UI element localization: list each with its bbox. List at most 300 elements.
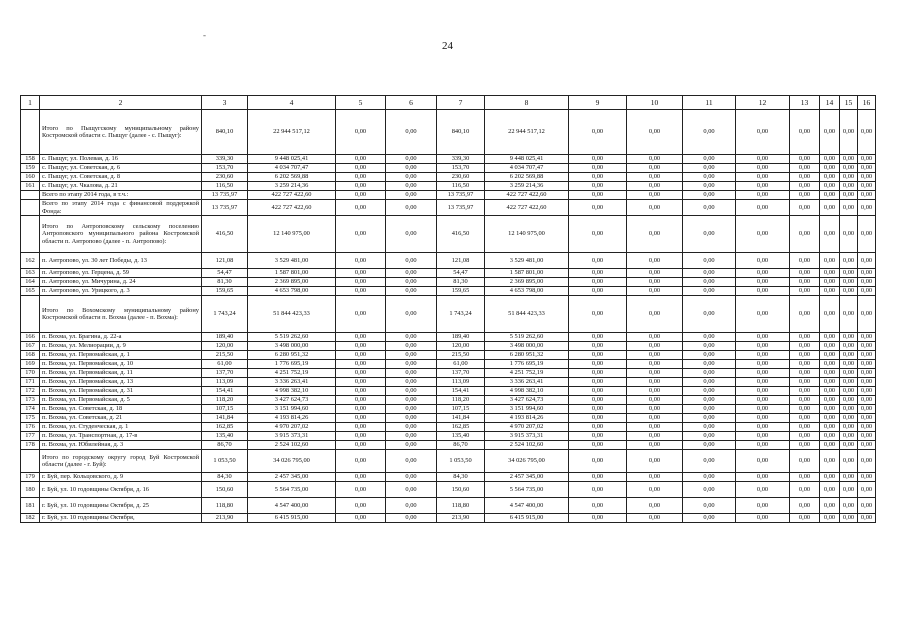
value-cell-c14: 0,00 — [820, 498, 840, 514]
value-cell-c15: 0,00 — [840, 405, 858, 414]
value-cell-c12: 0,00 — [736, 287, 790, 296]
value-cell-c10: 0,00 — [627, 278, 683, 287]
value-cell-c12: 0,00 — [736, 441, 790, 450]
value-cell-c16: 0,00 — [858, 423, 876, 432]
value-cell-c11: 0,00 — [683, 182, 736, 191]
value-cell-c8: 5 564 735,00 — [485, 482, 569, 498]
value-cell-c8: 3 151 994,60 — [485, 405, 569, 414]
value-cell-c6: 0,00 — [386, 441, 437, 450]
value-cell-c5: 0,00 — [336, 360, 386, 369]
value-cell-c11: 0,00 — [683, 473, 736, 482]
value-cell-c9: 0,00 — [569, 296, 627, 333]
value-cell-c8: 4 193 814,26 — [485, 414, 569, 423]
value-cell-c13: 0,00 — [790, 269, 820, 278]
value-cell-c4: 3 336 263,41 — [248, 378, 336, 387]
value-cell-c7: 116,50 — [437, 182, 485, 191]
address-cell: с. Пыщуг, ул. Полевая, д. 16 — [40, 155, 202, 164]
value-cell-c12: 0,00 — [736, 333, 790, 342]
value-cell-c6: 0,00 — [386, 200, 437, 216]
column-header: 5 — [336, 96, 386, 110]
value-cell-c11: 0,00 — [683, 333, 736, 342]
value-cell-c5: 0,00 — [336, 173, 386, 182]
row-number — [21, 200, 40, 216]
table-row — [21, 414, 876, 423]
row-number: 167 — [21, 342, 40, 351]
row-number: 169 — [21, 360, 40, 369]
value-cell-c5: 0,00 — [336, 333, 386, 342]
value-cell-c7: 189,40 — [437, 333, 485, 342]
table-row — [21, 441, 876, 450]
value-cell-c8: 3 529 481,00 — [485, 253, 569, 269]
table-row — [21, 182, 876, 191]
value-cell-c4: 3 427 624,73 — [248, 396, 336, 405]
address-cell: Итого по Вохомскому муниципальному району Костромской области п. Вохма (далее - п. Вохма): — [40, 296, 202, 333]
value-cell-c16: 0,00 — [858, 405, 876, 414]
row-number — [21, 191, 40, 200]
value-cell-c8: 5 519 262,60 — [485, 333, 569, 342]
value-cell-c13: 0,00 — [790, 253, 820, 269]
value-cell-c14: 0,00 — [820, 173, 840, 182]
value-cell-c7: 141,84 — [437, 414, 485, 423]
value-cell-c5: 0,00 — [336, 441, 386, 450]
value-cell-c5: 0,00 — [336, 482, 386, 498]
table-row — [21, 269, 876, 278]
value-cell-c3: 81,30 — [202, 278, 248, 287]
value-cell-c10: 0,00 — [627, 110, 683, 155]
value-cell-c7: 840,10 — [437, 110, 485, 155]
value-cell-c5: 0,00 — [336, 369, 386, 378]
address-cell: п. Антропово, ул. 30 лет Победы, д. 13 — [40, 253, 202, 269]
value-cell-c10: 0,00 — [627, 473, 683, 482]
value-cell-c8: 422 727 422,60 — [485, 191, 569, 200]
value-cell-c3: 154,41 — [202, 387, 248, 396]
row-number: 176 — [21, 423, 40, 432]
value-cell-c5: 0,00 — [336, 514, 386, 523]
value-cell-c16: 0,00 — [858, 269, 876, 278]
value-cell-c7: 135,40 — [437, 432, 485, 441]
value-cell-c6: 0,00 — [386, 450, 437, 473]
value-cell-c6: 0,00 — [386, 287, 437, 296]
value-cell-c12: 0,00 — [736, 360, 790, 369]
value-cell-c6: 0,00 — [386, 164, 437, 173]
value-cell-c16: 0,00 — [858, 155, 876, 164]
value-cell-c15: 0,00 — [840, 369, 858, 378]
value-cell-c16: 0,00 — [858, 342, 876, 351]
value-cell-c5: 0,00 — [336, 164, 386, 173]
value-cell-c16: 0,00 — [858, 333, 876, 342]
value-cell-c14: 0,00 — [820, 369, 840, 378]
value-cell-c4: 9 448 025,41 — [248, 155, 336, 164]
value-cell-c9: 0,00 — [569, 514, 627, 523]
value-cell-c6: 0,00 — [386, 269, 437, 278]
value-cell-c12: 0,00 — [736, 414, 790, 423]
value-cell-c9: 0,00 — [569, 414, 627, 423]
value-cell-c6: 0,00 — [386, 482, 437, 498]
value-cell-c16: 0,00 — [858, 182, 876, 191]
value-cell-c14: 0,00 — [820, 191, 840, 200]
value-cell-c15: 0,00 — [840, 200, 858, 216]
value-cell-c9: 0,00 — [569, 110, 627, 155]
value-cell-c10: 0,00 — [627, 253, 683, 269]
value-cell-c12: 0,00 — [736, 191, 790, 200]
value-cell-c14: 0,00 — [820, 360, 840, 369]
value-cell-c5: 0,00 — [336, 216, 386, 253]
value-cell-c15: 0,00 — [840, 482, 858, 498]
value-cell-c9: 0,00 — [569, 450, 627, 473]
value-cell-c14: 0,00 — [820, 296, 840, 333]
value-cell-c4: 422 727 422,60 — [248, 191, 336, 200]
value-cell-c14: 0,00 — [820, 164, 840, 173]
row-number: 179 — [21, 473, 40, 482]
row-number: 161 — [21, 182, 40, 191]
stray-mark: - — [203, 30, 206, 40]
value-cell-c5: 0,00 — [336, 342, 386, 351]
page-number: 24 — [442, 40, 453, 52]
table-row — [21, 514, 876, 523]
value-cell-c3: 84,30 — [202, 473, 248, 482]
value-cell-c14: 0,00 — [820, 278, 840, 287]
value-cell-c13: 0,00 — [790, 351, 820, 360]
value-cell-c13: 0,00 — [790, 360, 820, 369]
value-cell-c6: 0,00 — [386, 173, 437, 182]
column-header: 12 — [736, 96, 790, 110]
address-cell: Всего по этапу 2014 года, в т.ч.: — [40, 191, 202, 200]
value-cell-c10: 0,00 — [627, 387, 683, 396]
value-cell-c11: 0,00 — [683, 200, 736, 216]
value-cell-c12: 0,00 — [736, 155, 790, 164]
value-cell-c9: 0,00 — [569, 369, 627, 378]
value-cell-c13: 0,00 — [790, 441, 820, 450]
value-cell-c9: 0,00 — [569, 287, 627, 296]
value-cell-c5: 0,00 — [336, 378, 386, 387]
value-cell-c11: 0,00 — [683, 164, 736, 173]
value-cell-c6: 0,00 — [386, 378, 437, 387]
table-row — [21, 432, 876, 441]
value-cell-c13: 0,00 — [790, 473, 820, 482]
table-row — [21, 378, 876, 387]
value-cell-c11: 0,00 — [683, 498, 736, 514]
address-cell: п. Антропово, ул. Мичурина, д. 24 — [40, 278, 202, 287]
row-number: 164 — [21, 278, 40, 287]
value-cell-c11: 0,00 — [683, 287, 736, 296]
value-cell-c6: 0,00 — [386, 498, 437, 514]
value-cell-c5: 0,00 — [336, 155, 386, 164]
value-cell-c13: 0,00 — [790, 482, 820, 498]
address-cell: п. Антропово, ул. Герцена, д. 59 — [40, 269, 202, 278]
row-number: 168 — [21, 351, 40, 360]
value-cell-c11: 0,00 — [683, 253, 736, 269]
value-cell-c13: 0,00 — [790, 342, 820, 351]
value-cell-c15: 0,00 — [840, 191, 858, 200]
value-cell-c16: 0,00 — [858, 369, 876, 378]
value-cell-c6: 0,00 — [386, 351, 437, 360]
value-cell-c3: 162,85 — [202, 423, 248, 432]
row-number: 162 — [21, 253, 40, 269]
value-cell-c7: 13 735,97 — [437, 200, 485, 216]
value-cell-c11: 0,00 — [683, 360, 736, 369]
row-number: 166 — [21, 333, 40, 342]
value-cell-c11: 0,00 — [683, 514, 736, 523]
value-cell-c13: 0,00 — [790, 369, 820, 378]
value-cell-c16: 0,00 — [858, 351, 876, 360]
row-number: 160 — [21, 173, 40, 182]
value-cell-c8: 12 140 975,00 — [485, 216, 569, 253]
value-cell-c7: 213,90 — [437, 514, 485, 523]
value-cell-c10: 0,00 — [627, 423, 683, 432]
value-cell-c5: 0,00 — [336, 253, 386, 269]
value-cell-c15: 0,00 — [840, 387, 858, 396]
row-number: 182 — [21, 514, 40, 523]
value-cell-c15: 0,00 — [840, 396, 858, 405]
value-cell-c10: 0,00 — [627, 360, 683, 369]
row-number: 180 — [21, 482, 40, 498]
value-cell-c5: 0,00 — [336, 287, 386, 296]
value-cell-c6: 0,00 — [386, 405, 437, 414]
value-cell-c13: 0,00 — [790, 414, 820, 423]
address-cell: п. Вохма, ул. Первомайская, д. 10 — [40, 360, 202, 369]
value-cell-c9: 0,00 — [569, 396, 627, 405]
value-cell-c3: 339,30 — [202, 155, 248, 164]
row-number — [21, 450, 40, 473]
value-cell-c9: 0,00 — [569, 164, 627, 173]
value-cell-c12: 0,00 — [736, 216, 790, 253]
value-cell-c15: 0,00 — [840, 278, 858, 287]
value-cell-c3: 153,70 — [202, 164, 248, 173]
value-cell-c4: 5 519 262,60 — [248, 333, 336, 342]
row-number: 177 — [21, 432, 40, 441]
table-row — [21, 253, 876, 269]
value-cell-c8: 34 026 795,00 — [485, 450, 569, 473]
column-header: 13 — [790, 96, 820, 110]
value-cell-c3: 13 735,97 — [202, 200, 248, 216]
value-cell-c10: 0,00 — [627, 216, 683, 253]
value-cell-c9: 0,00 — [569, 432, 627, 441]
value-cell-c11: 0,00 — [683, 450, 736, 473]
value-cell-c9: 0,00 — [569, 182, 627, 191]
value-cell-c13: 0,00 — [790, 200, 820, 216]
column-header: 16 — [858, 96, 876, 110]
value-cell-c14: 0,00 — [820, 441, 840, 450]
value-cell-c3: 1 743,24 — [202, 296, 248, 333]
table-header-row — [21, 96, 876, 110]
value-cell-c4: 4 251 752,19 — [248, 369, 336, 378]
value-cell-c7: 84,30 — [437, 473, 485, 482]
value-cell-c8: 3 336 263,41 — [485, 378, 569, 387]
address-cell: г. Буй, ул. 10 годовщины Октября, д. 16 — [40, 482, 202, 498]
value-cell-c11: 0,00 — [683, 351, 736, 360]
address-cell: Итого по городскому округу город Буй Костромской области (далее - г. Буй): — [40, 450, 202, 473]
value-cell-c15: 0,00 — [840, 432, 858, 441]
value-cell-c11: 0,00 — [683, 296, 736, 333]
value-cell-c15: 0,00 — [840, 473, 858, 482]
value-cell-c8: 3 259 214,36 — [485, 182, 569, 191]
value-cell-c5: 0,00 — [336, 432, 386, 441]
table-row — [21, 423, 876, 432]
value-cell-c12: 0,00 — [736, 269, 790, 278]
table-row — [21, 360, 876, 369]
value-cell-c7: 61,00 — [437, 360, 485, 369]
value-cell-c12: 0,00 — [736, 173, 790, 182]
value-cell-c14: 0,00 — [820, 333, 840, 342]
address-cell: п. Вохма, ул. Транспортная, д. 17-в — [40, 432, 202, 441]
value-cell-c10: 0,00 — [627, 269, 683, 278]
value-cell-c12: 0,00 — [736, 423, 790, 432]
value-cell-c16: 0,00 — [858, 200, 876, 216]
value-cell-c16: 0,00 — [858, 498, 876, 514]
value-cell-c7: 1 053,50 — [437, 450, 485, 473]
value-cell-c3: 107,15 — [202, 405, 248, 414]
value-cell-c9: 0,00 — [569, 387, 627, 396]
value-cell-c8: 1 776 695,19 — [485, 360, 569, 369]
value-cell-c14: 0,00 — [820, 450, 840, 473]
value-cell-c11: 0,00 — [683, 269, 736, 278]
value-cell-c5: 0,00 — [336, 110, 386, 155]
value-cell-c6: 0,00 — [386, 155, 437, 164]
value-cell-c5: 0,00 — [336, 414, 386, 423]
value-cell-c14: 0,00 — [820, 387, 840, 396]
value-cell-c6: 0,00 — [386, 514, 437, 523]
value-cell-c15: 0,00 — [840, 173, 858, 182]
value-cell-c15: 0,00 — [840, 378, 858, 387]
value-cell-c16: 0,00 — [858, 296, 876, 333]
value-cell-c14: 0,00 — [820, 514, 840, 523]
value-cell-c9: 0,00 — [569, 378, 627, 387]
value-cell-c11: 0,00 — [683, 369, 736, 378]
address-cell: Итого по Антроповскому сельскому поселению Антроповского муниципального района Костромской области п. Антропово (далее - п. Антропово): — [40, 216, 202, 253]
value-cell-c5: 0,00 — [336, 473, 386, 482]
value-cell-c5: 0,00 — [336, 278, 386, 287]
value-cell-c4: 3 151 994,60 — [248, 405, 336, 414]
value-cell-c16: 0,00 — [858, 482, 876, 498]
value-cell-c3: 230,60 — [202, 173, 248, 182]
table-row — [21, 351, 876, 360]
value-cell-c7: 339,30 — [437, 155, 485, 164]
value-cell-c8: 422 727 422,60 — [485, 200, 569, 216]
value-cell-c8: 6 202 569,88 — [485, 173, 569, 182]
value-cell-c9: 0,00 — [569, 342, 627, 351]
column-header: 9 — [569, 96, 627, 110]
row-number: 170 — [21, 369, 40, 378]
value-cell-c10: 0,00 — [627, 287, 683, 296]
value-cell-c12: 0,00 — [736, 182, 790, 191]
address-cell: п. Вохма, ул. Первомайская, д. 31 — [40, 387, 202, 396]
value-cell-c14: 0,00 — [820, 396, 840, 405]
value-cell-c15: 0,00 — [840, 182, 858, 191]
value-cell-c4: 51 844 423,33 — [248, 296, 336, 333]
value-cell-c7: 81,30 — [437, 278, 485, 287]
value-cell-c11: 0,00 — [683, 378, 736, 387]
value-cell-c13: 0,00 — [790, 387, 820, 396]
value-cell-c4: 2 369 895,00 — [248, 278, 336, 287]
row-number: 163 — [21, 269, 40, 278]
value-cell-c13: 0,00 — [790, 396, 820, 405]
value-cell-c5: 0,00 — [336, 396, 386, 405]
value-cell-c13: 0,00 — [790, 514, 820, 523]
value-cell-c3: 113,09 — [202, 378, 248, 387]
value-cell-c14: 0,00 — [820, 473, 840, 482]
value-cell-c10: 0,00 — [627, 342, 683, 351]
value-cell-c16: 0,00 — [858, 473, 876, 482]
address-cell: г. Буй, пер. Кольцовского, д. 9 — [40, 473, 202, 482]
value-cell-c4: 1 776 695,19 — [248, 360, 336, 369]
value-cell-c13: 0,00 — [790, 155, 820, 164]
value-cell-c4: 3 259 214,36 — [248, 182, 336, 191]
value-cell-c4: 3 498 000,00 — [248, 342, 336, 351]
value-cell-c7: 153,70 — [437, 164, 485, 173]
row-number: 158 — [21, 155, 40, 164]
value-cell-c5: 0,00 — [336, 182, 386, 191]
value-cell-c11: 0,00 — [683, 441, 736, 450]
value-cell-c9: 0,00 — [569, 498, 627, 514]
housing-program-table — [20, 95, 876, 523]
address-cell: с. Пыщуг, ул. Чкалова, д. 21 — [40, 182, 202, 191]
column-header: 11 — [683, 96, 736, 110]
value-cell-c6: 0,00 — [386, 216, 437, 253]
value-cell-c4: 6 415 915,00 — [248, 514, 336, 523]
value-cell-c9: 0,00 — [569, 360, 627, 369]
value-cell-c12: 0,00 — [736, 482, 790, 498]
value-cell-c16: 0,00 — [858, 287, 876, 296]
value-cell-c14: 0,00 — [820, 155, 840, 164]
value-cell-c12: 0,00 — [736, 164, 790, 173]
column-header: 4 — [248, 96, 336, 110]
value-cell-c14: 0,00 — [820, 110, 840, 155]
value-cell-c7: 154,41 — [437, 387, 485, 396]
row-number: 165 — [21, 287, 40, 296]
address-cell: Всего по этапу 2014 года с финансовой поддержкой Фонда: — [40, 200, 202, 216]
value-cell-c10: 0,00 — [627, 369, 683, 378]
value-cell-c3: 141,84 — [202, 414, 248, 423]
row-number: 175 — [21, 414, 40, 423]
value-cell-c7: 120,00 — [437, 342, 485, 351]
value-cell-c14: 0,00 — [820, 351, 840, 360]
address-cell: п. Вохма, ул. Юбилейная, д. 3 — [40, 441, 202, 450]
value-cell-c6: 0,00 — [386, 432, 437, 441]
row-number: 178 — [21, 441, 40, 450]
value-cell-c9: 0,00 — [569, 405, 627, 414]
value-cell-c3: 215,50 — [202, 351, 248, 360]
value-cell-c6: 0,00 — [386, 369, 437, 378]
value-cell-c3: 86,70 — [202, 441, 248, 450]
value-cell-c3: 121,08 — [202, 253, 248, 269]
value-cell-c4: 2 524 102,60 — [248, 441, 336, 450]
value-cell-c3: 213,90 — [202, 514, 248, 523]
value-cell-c15: 0,00 — [840, 450, 858, 473]
value-cell-c5: 0,00 — [336, 450, 386, 473]
address-cell: п. Вохма, ул. Первомайская, д. 1 — [40, 351, 202, 360]
value-cell-c13: 0,00 — [790, 378, 820, 387]
value-cell-c14: 0,00 — [820, 342, 840, 351]
value-cell-c8: 6 280 951,32 — [485, 351, 569, 360]
table-row — [21, 342, 876, 351]
value-cell-c11: 0,00 — [683, 216, 736, 253]
row-number: 159 — [21, 164, 40, 173]
value-cell-c13: 0,00 — [790, 278, 820, 287]
value-cell-c4: 2 457 345,00 — [248, 473, 336, 482]
value-cell-c16: 0,00 — [858, 110, 876, 155]
value-cell-c11: 0,00 — [683, 110, 736, 155]
value-cell-c5: 0,00 — [336, 351, 386, 360]
value-cell-c8: 4 251 752,19 — [485, 369, 569, 378]
value-cell-c14: 0,00 — [820, 287, 840, 296]
row-number: 171 — [21, 378, 40, 387]
value-cell-c3: 150,60 — [202, 482, 248, 498]
value-cell-c6: 0,00 — [386, 342, 437, 351]
column-header: 2 — [40, 96, 202, 110]
value-cell-c9: 0,00 — [569, 216, 627, 253]
value-cell-c13: 0,00 — [790, 423, 820, 432]
value-cell-c9: 0,00 — [569, 253, 627, 269]
